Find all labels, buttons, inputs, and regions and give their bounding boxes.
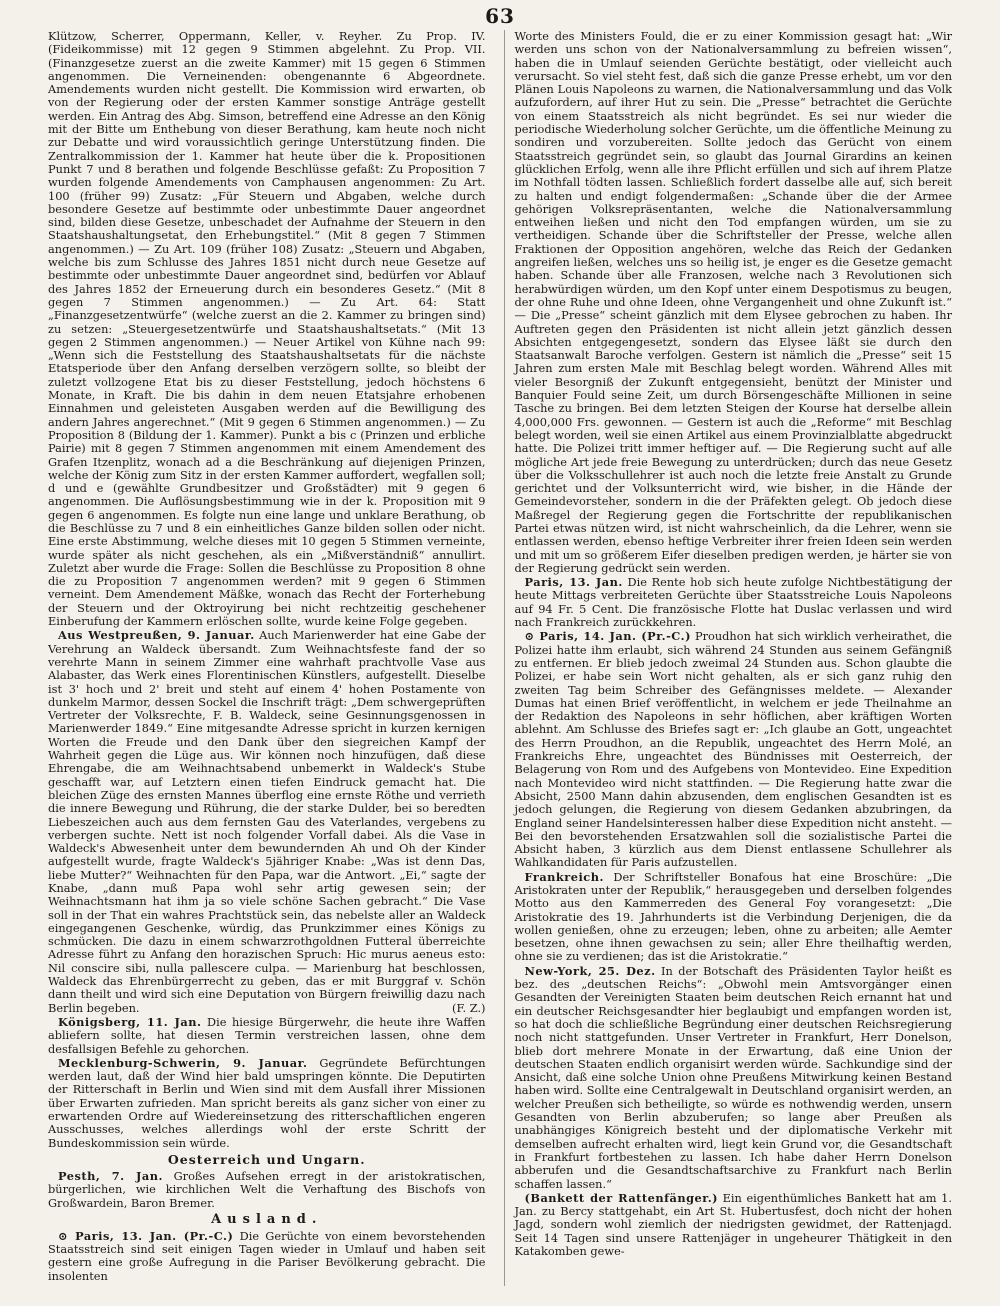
article-westpreussen-text: Auch Marienwerder hat eine Gabe der Verehrung an Waldeck übersandt. Zum Weihnachtsfeste fand der so verehrte Mann in seinem Zimmer eine wahrhaft prachtvolle Vase aus Alabaster, das Werk eines Florentinischen Künstlers, aufgestellt. Dieselbe ist 3' hoch und 2' breit und steht auf einem 4' hohen Postamente von dunkelm Marmor, dessen Sockel die Inschrift trägt: „Dem schwergeprüften Vertreter der Volksrechte, F. B. Waldeck, seine Gesinnungsgenossen in Marienwerder 1849.“ Eine mitgesandte Adresse spricht in kurzen kernigen Worten die Freude und den Dank über den siegreichen Kampf der Wahrheit gegen die Lüge aus. Wir können noch hinzufügen, daß diese Ehrengabe, die am Weihnachtsabend unbemerkt in Waldeck's Stube geschafft war, auf Letztern einen tiefen Eindruck gemacht hat. Die bleichen Züge des ernsten Mannes überflog eine ernste Röthe und verrieth die innere Bewegung und Rührung, die der starke Dulder, bei so beredten Liebeszeichen auch aus dem fernsten Gau des Vaterlandes, vergebens zu verbergen suchte. Nett ist noch folgender Vorfall dabei. Als die Vase in Waldeck's Abwesenheit unter dem bewundernden Ah und Oh der Kinder aufgestellt wurde, fragte Waldeck's 5jähriger Knabe: „Was ist denn Das, liebe Mutter?“ Weihnachten für den Papa, war die Antwort. „Ei,“ sagte der Knabe, „dann muß Papa wohl sehr artig gewesen sein; der Weihnachtsmann hat ihm ja so viele schöne Sachen gebracht.“ Die Vase soll in der That ein wahres Prachtstück sein, das nebelste aller an Waldeck eingegangenen Geschenke, würdig, das Prunkzimmer eines Königs zu schmücken. Die dazu in einem schwarzrothgoldnen Futteral überreichte Adresse führt zu Anfang den horazischen Spruch: Hic murus aeneus esto: Nil conscire sibi, nulla pallescere culpa. — Marienburg hat beschlossen, Waldeck das Ehrenbürgerrecht zu geben, das er mit Burggraf v. Schön dann theilt und wird sich eine Deputation von Bürgern freiwillig dazu nach Berlin begeben. xyxy=(48,628,486,1015)
article-prussia-chambers: Klützow, Scherrer, Oppermann, Keller, v. Reyher. Zu Prop. IV. (Fideikommisse) mit 12 gegen 9 Stimmen abgelehnt. Zu Prop. VII. (Finanzgesetze zuerst an die zweite Kammer) mit 15 gegen 6 Stimmen angenommen. Die Verneinenden: obengenannte 6 Abgeordnete. Amendements wurden nicht gestellt. Die Kommission wird erwarten, ob von der Regierung oder der ersten Kammer sonstige Anträge gestellt werden. Ein Antrag des Abg. Simson, betreffend eine Adresse an den König mit der Bitte um Enthebung von dieser Berathung, kam heute noch nicht zur Debatte und wird voraussichtlich geringe Unterstützung finden. Die Zentralkommission der 1. Kammer hat heute über die k. Propositionen Punkt 7 und 8 berathen und folgende Beschlüsse gefaßt: Zu Proposition 7 wurden folgende Amendements von Camphausen angenommen: Zu Art. 100 (früher 99) Zusatz: „Für Steuern und Abgaben, welche durch besondere Gesetze auf bestimmte oder unbestimmte Dauer angeordnet sind, bilden diese Gesetze, unbeschadet der Aufnahme der Steuern in den Staatshaushaltungsetat, den Erhebungstitel.“ (Mit 8 gegen 7 Stimmen angenommen.) — Zu Art. 109 (früher 108) Zusatz: „Steuern und Abgaben, welche bis zum Schlusse des Jahres 1851 nicht durch neue Gesetze auf bestimmte oder unbestimmte Dauer angeordnet sind, bedürfen vor Ablauf des Jahres 1852 der Erneuerung durch ein besonderes Gesetz.“ (Mit 8 gegen 7 Stimmen angenommen.) — Zu Art. 64: Statt „Finanzgesetzentwürfe“ (welche zuerst an die 2. Kammer zu bringen sind) zu setzen: „Steuergesetzentwürfe und Staatshaushaltsetats.“ (Mit 13 gegen 2 Stimmen angenommen.) — Neuer Artikel von Kühne nach 99: „Wenn sich die Feststellung des Staatshaushaltsetats für die nächste Etatsperiode über den Anfang derselben verzögern sollte, so bleibt der zuletzt vollzogene Etat bis zu dieser Feststellung, jedoch höchstens 6 Monate, in Kraft. Die bis dahin in dem neuen Etatsjahre erhobenen Einnahmen und geleisteten Ausgaben werden auf die Bewilligung des andern Jahres angerechnet.“ (Mit 9 gegen 6 Stimmen angenommen.) — Zu Proposition 8 (Bildung der 1. Kammer). Punkt a bis c (Prinzen und erbliche Pairie) mit 8 gegen 7 Stimmen angenommen mit einem Amendement des Grafen Itzenplitz, wonach ad a die Beschränkung auf diejenigen Prinzen, welche der König zum Sitz in der ersten Kammer auffordert, wegfallen soll; d und e (gewählte Grundbesitzer und Großstädter) mit 9 gegen 6 angenommen. Die Auflösungsbestimmung wie in der k. Proposition mit 9 gegen 6 angenommen. Es folgte nun eine lange und unklare Berathung, ob die Beschlüsse zu 7 und 8 ein einheitliches Ganze bilden sollen oder nicht. Eine erste Abstimmung, welche dieses mit 10 gegen 5 Stimmen verneinte, wurde später als nicht geschehen, als ein „Mißverständniß“ annullirt. Zuletzt aber wurde die Frage: Sollen die Beschlüsse zu Proposition 8 ohne die zu Proposition 7 angenommen werden? mit 9 gegen 6 Stimmen verneint. Dem Amendement Mäßke, wonach das Recht der Forterhebung der Steuern und der Oktroyirung bei nicht rechtzeitig geschehener Einberufung der Kammern erlöschen sollte, wurde keine Folge gegeben. xyxy=(48,30,486,629)
section-heading-ausland: Ausland. xyxy=(211,1211,323,1227)
article-mecklenburg xyxy=(48,1057,486,1150)
article-pesth xyxy=(48,1170,486,1210)
article-paris-13-text: Die Gerüchte von einem bevorstehenden Staatsstreich sind seit einigen Tagen wieder in Umlauf und haben seit gestern eine große Aufregung in die Pariser Bevölkerung gebracht. Die insolenten xyxy=(48,1228,486,1283)
right-column xyxy=(504,30,953,1286)
article-westpreussen xyxy=(48,629,486,1015)
section-heading-austria: Oesterreich und Ungarn. xyxy=(167,1151,366,1167)
dateline-paris-14: ⊙ Paris, 14. Jan. (Pr.-C.) xyxy=(524,629,691,644)
article-new-york-text: In der Botschaft des Präsidenten Taylor heißt es bez. des „deutschen Reichs“: „Obwohl mein Amtsvorgänger einen Gesandten der Vereinigten Staaten beim deutschen Reich ernannt hat und ein deutscher Reichsgesandter hier beglaubigt und empfangen worden ist, so hat doch die schließliche Begründung einer deutschen Reichsregierung noch nicht stattgefunden. Unser Vertreter in Frankfurt, Herr Donelson, blieb dort mehrere Monate in der Erwartung, daß eine Union der deutschen Staaten endlich organisirt werden würde. Sachkundige sind der Ansicht, daß eine solche Union ohne Preußens Mitwirkung keinen Bestand haben wird. Sollte eine Centralgewalt in Deutschland organisirt werden, an welcher Preußen sich betheiligte, so würde es nothwendig werden, unsern Gesandten von Berlin abzuberufen; so lange aber Preußen als unabhängiges Königreich besteht und der diplomatische Verkehr mit demselben aufrecht erhalten wird, liegt kein Grund vor, die Gesandtschaft in Frankfurt fortbestehen zu lassen. Ich habe daher Herrn Donelson abberufen und die Gesandtschaftsarchive zu Frankfurt nach Berlin schaffen lassen.“ xyxy=(514,963,952,1191)
page-number: 63 xyxy=(485,4,515,28)
dateline-westpreussen: Aus Westpreußen, 9. Januar. xyxy=(58,628,255,643)
article-paris-14 xyxy=(515,630,953,869)
article-koenigsberg xyxy=(48,1016,486,1056)
source-signature: (F. Z.) xyxy=(452,1000,486,1015)
dateline-mecklenburg: Mecklenburg-Schwerin, 9. Januar. xyxy=(58,1055,308,1070)
dateline-paris-rente: Paris, 13. Jan. xyxy=(524,575,623,590)
dateline-paris-13: ⊙ Paris, 13. Jan. (Pr.-C.) xyxy=(58,1228,234,1243)
article-pesth-text: Großes Aufsehen erregt in der aristokratischen, bürgerlichen, wie kirchlichen Welt die Verhaftung des Bischofs von Großwardein, Baron Bremer. xyxy=(48,1168,486,1210)
dateline-pesth: Pesth, 7. Jan. xyxy=(58,1168,163,1183)
dateline-koenigsberg: Königsberg, 11. Jan. xyxy=(58,1014,202,1029)
article-new-york xyxy=(515,965,953,1191)
dateline-new-york: New-York, 25. Dez. xyxy=(524,963,656,978)
columns xyxy=(48,30,952,1286)
article-koenigsberg-text: Die hiesige Bürgerwehr, die heute ihre Waffen abliefern sollte, hat diesen Termin verstreichen lassen, ohne dem desfallsigen Befehle zu gehorchen. xyxy=(48,1014,486,1056)
dateline-rattenfaenger: (Bankett der Rattenfänger.) xyxy=(524,1190,719,1205)
article-mecklenburg-text: Gegründete Befürchtungen werden laut, daß der Wind hier bald umspringen könnte. Die Deputirten der Ritterschaft in Berlin und Wien sind mit dem Ausfall ihrer Missionen über Erwarten zufrieden. Man spricht bereits als ganz sicher von einer zu erwartenden Ordre auf Wiedereinsetzung des ritterschaftlichen engeren Ausschusses, welches allerdings wohl der erste Schritt der Bundeskommission sein würde. xyxy=(48,1055,486,1150)
article-paris-continued: Worte des Ministers Fould, die er zu einer Kommission gesagt hat: „Wir werden uns schon von der Nationalversammlung zu befreien wissen“, haben die in Umlauf seienden Gerüchte bestätigt, oder vielleicht auch verursacht. So viel steht fest, daß sich die ganze Presse erhebt, um vor den Plänen Louis Napoleons zu warnen, die Nationalversammlung und das Volk aufzufordern, auf ihrer Hut zu sein. Die „Presse“ betrachtet die Gerüchte von einem Staatsstreich als nicht begründet. Es sei nur wieder die periodische Wiederholung solcher Gerüchte, um die öffentliche Meinung zu sondiren und vorzubereiten. Sollte jedoch das Gerücht von einem Staatsstreich gegründet sein, so glaubt das Journal Girardins an keinen glücklichen Erfolg, wenn alle ihre Pflicht erfüllen und sich auf ihrem Platze im Nothfall tödten lassen. Schließlich fordert dasselbe alle auf, sich bereit zu halten und endigt folgendermaßen: „Schande über die der Armee gehörigen Volksrepräsentanten, welche die Nationalversammlung entweihen ließen und nicht den Tod empfangen würden, um sie zu vertheidigen. Schande über die Schriftsteller der Presse, welche allen Fraktionen der Opposition angehören, welche das Reich der Gedanken angreifen ließen, welches uns so heilig ist, je enger es die Gesetze gemacht haben. Schande über alle Franzosen, welche nach 3 Revolutionen sich herabwürdigen würden, um den Kopf unter einem Despotismus zu beugen, der ohne Ruhe und ohne Ideen, ohne Vergangenheit und ohne Zukunft ist.“ — Die „Presse“ scheint gänzlich mit dem Elysee gebrochen zu haben. Ihr Auftreten gegen den Präsidenten ist nicht allein jetzt gänzlich dessen Absichten entgegengesetzt, sondern das Elysee läßt sie durch den Staatsanwalt Baroche verfolgen. Gestern ist nämlich die „Presse“ seit 15 Jahren zum ersten Male mit Beschlag belegt worden. Während Alles mit vieler Besorgniß der Zukunft entgegensieht, benützt der Minister und Banquier Fould seine Zeit, um durch Börsengeschäfte Millionen in seine Tasche zu bringen. Bei dem letzten Steigen der Kourse hat derselbe allein 4,000,000 Frs. gewonnen. — Gestern ist auch die „Reforme“ mit Beschlag belegt worden, weil sie einen Artikel aus einem Provinzialblatte abgedruckt hatte. Die Polizei tritt immer heftiger auf. — Die Regierung sucht auf alle mögliche Art jede freie Bewegung zu unterdrücken; durch das neue Gesetz über die Volksschullehrer ist auch noch die letzte freie Anstalt zu Grunde gerichtet und der Volksunterricht wird, wie bisher, in die Hände der Gemeindevorsteher, sondern in die der Präfekten gelegt. Ob jedoch diese Maßregel der Regierung gegen die Fortschritte der republikanischen Partei etwas nützen wird, ist nicht wahrscheinlich, da die Lehrer, wenn sie entlassen werden, ebenso heftige Verbreiter ihrer freien Ideen sein werden und mit um so größerem Eifer dieselben predigen werden, je härter sie von der Regierung gedrückt sein werden. xyxy=(514,30,952,575)
article-paris-rente xyxy=(515,576,953,629)
article-frankreich-text: Der Schriftsteller Bonafous hat eine Broschüre: „Die Aristokraten unter der Republik,“ herausgegeben und derselben folgendes Motto aus den Kammerreden des General Foy vorangesetzt: „Die Aristokratie des 19. Jahrhunderts ist die Verbindung Derjenigen, die da wollen genießen, ohne zu erzeugen; leben, ohne zu arbeiten; alle Aemter besetzen, ohne ihnen gewachsen zu sein; aller Ehre theilhaftig werden, ohne sie zu verdienen; das ist die Aristokratie.“ xyxy=(514,869,952,964)
article-frankreich xyxy=(515,871,953,964)
article-paris-rente-text: Die Rente hob sich heute zufolge Nichtbestätigung der heute Mittags verbreiteten Gerüchte über Staatsstreiche Louis Napoleons auf 94 Fr. 5 Cent. Die französische Flotte hat Duslac verlassen und wird nach Frankreich zurückkehren. xyxy=(514,575,952,630)
article-paris-14-text: Proudhon hat sich wirklich verheirathet, die Polizei hatte ihm erlaubt, sich während 24 Stunden aus seinem Gefängniß zu entfernen. Er blieb jedoch zweimal 24 Stunden aus. Schon glaubte die Polizei, er habe sein Wort nicht gehalten, als er sich ganz ruhig den zweiten Tag beim Schreiber des Gefängnisses meldete. — Alexander Dumas hat einen Brief veröffentlicht, in welchem er jede Theilnahme an der Redaktion des Napoleons in sehr höflichen, aber kräftigen Worten ablehnt. Am Schlusse des Briefes sagt er: „Ich glaube an Gott, ungeachtet des Herrn Proudhon, an die Republik, ungeachtet des Herrn Molé, an Frankreichs Ehre, ungeachtet des Bündnisses mit Oesterreich, der Belagerung von Rom und des Aufgebens von Montevideo. Eine Expedition nach Montevideo wird nicht stattfinden. — Die Regierung hatte zwar die Absicht, 2500 Mann dahin abzusenden, dem englischen Gesandten ist es jedoch gelungen, die Regierung von diesem Gedanken abzubringen, da England seiner Handelsinteressen halber diese Expedition nicht ansteht. — Bei den bevorstehenden Ersatzwahlen soll die sozialistische Partei die Absicht haben, 3 kürzlich aus dem Dienst entlassene Schullehrer als Wahlkandidaten für Paris aufzustellen. xyxy=(514,629,952,870)
article-rattenfaenger xyxy=(515,1192,953,1258)
article-rattenfaenger-text: Ein eigenthümliches Bankett hat am 1. Jan. zu Bercy stattgehabt, ein Art St. Hubertusfest, doch nicht der hohen Jagd, sondern wohl ziemlich der niedrigsten gewidmet, der Rattenjagd. Seit 14 Tagen sind unsere Rattenjäger in ungeheurer Thätigkeit in den Katakomben gewe- xyxy=(514,1190,952,1259)
article-paris-13 xyxy=(48,1230,486,1283)
dateline-frankreich: Frankreich. xyxy=(524,869,604,884)
left-column xyxy=(48,30,486,1286)
